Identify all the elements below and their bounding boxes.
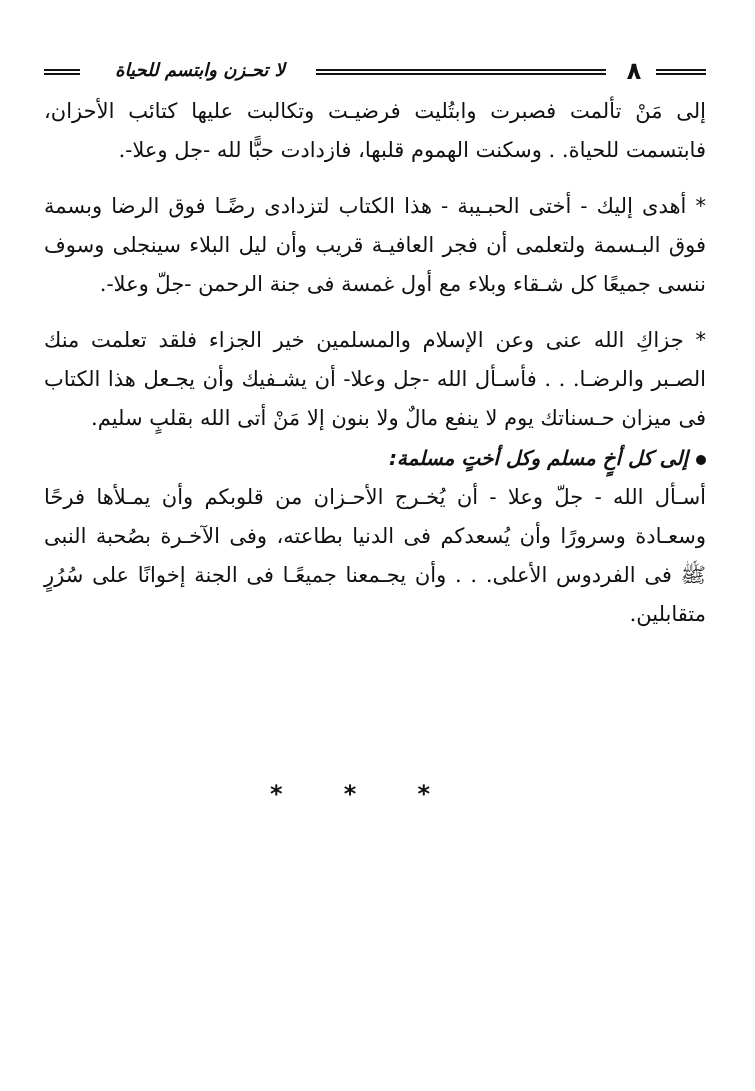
page-body [44,92,706,634]
heading-text: إلى كل أخٍ مسلم وكل أختٍ مسلمة: [388,446,688,470]
section-separator [270,780,430,808]
header-rule-left [44,69,80,75]
asterisk-marker: * [695,328,706,352]
bullet-dot-icon [696,455,706,465]
header-rule-middle [316,69,606,75]
paragraph-dedication [44,92,706,170]
paragraph-text: أسـأل الله - جلّ وعلا - أن يُخـرج الأحـزان من قلوبكم وأن يمـلأها فرحًا وسعـادة وسرورًا وأن يُسعدكم فى الدنيا بطاعته، وفى الآخـرة بصُحبة النبى ﷺ فى الفردوس الأعلى. . . وأن يجـمعنا جميعًـا فى الجنة إخوانًا على سُرُرٍ متقابلين. [44,485,706,626]
page-header [44,56,706,88]
paragraph-prayer [44,478,706,634]
separator-asterisk: * [417,780,430,808]
paragraph-text: أهدى إليك - أختى الحبـيبة - هذا الكتاب لتزدادى رضًـا فوق الرضا وبسمة فوق البـسمة ولتعلمى أن فجر العافيـة قريب وأن ليل البلاء سينجلى وسوف ننسى جميعًا كل شـقاء وبلاء مع أول غمسة فى جنة الرحمن -جلّ وعلا-. [44,194,706,296]
paragraph-text: جزاكِ الله عنى وعن الإسلام والمسلمين خير الجزاء فلقد تعلمت منك الصـبر والرضـا. . . فأسـأل الله -جل وعلا- أن يشـفيك وأن يجـعل هذا الكتاب فى ميزان حـسناتك يوم لا ينفع مالٌ ولا بنون إلا مَنْ أتى الله بقلبٍ سليم. [44,328,706,430]
page-number: ٨ [626,57,642,85]
separator-asterisk: * [270,780,283,808]
section-heading [44,438,706,478]
running-title: لا تحـزن وابتسم للحياة [115,60,285,81]
paragraph-gift [44,187,706,304]
paragraph-text: إلى مَنْ تألمت فصبرت وابتُليت فرضيـت وتكالبت عليها كتائب الأحزان، فابتسمت للحياة. . وسكنت الهموم قلبها، فازدادت حبًّا لله -جل وعلا-. [44,99,706,162]
asterisk-marker: * [695,194,706,218]
header-rule-right [656,69,706,75]
paragraph-thanks [44,321,706,438]
separator-asterisk: * [343,780,357,808]
